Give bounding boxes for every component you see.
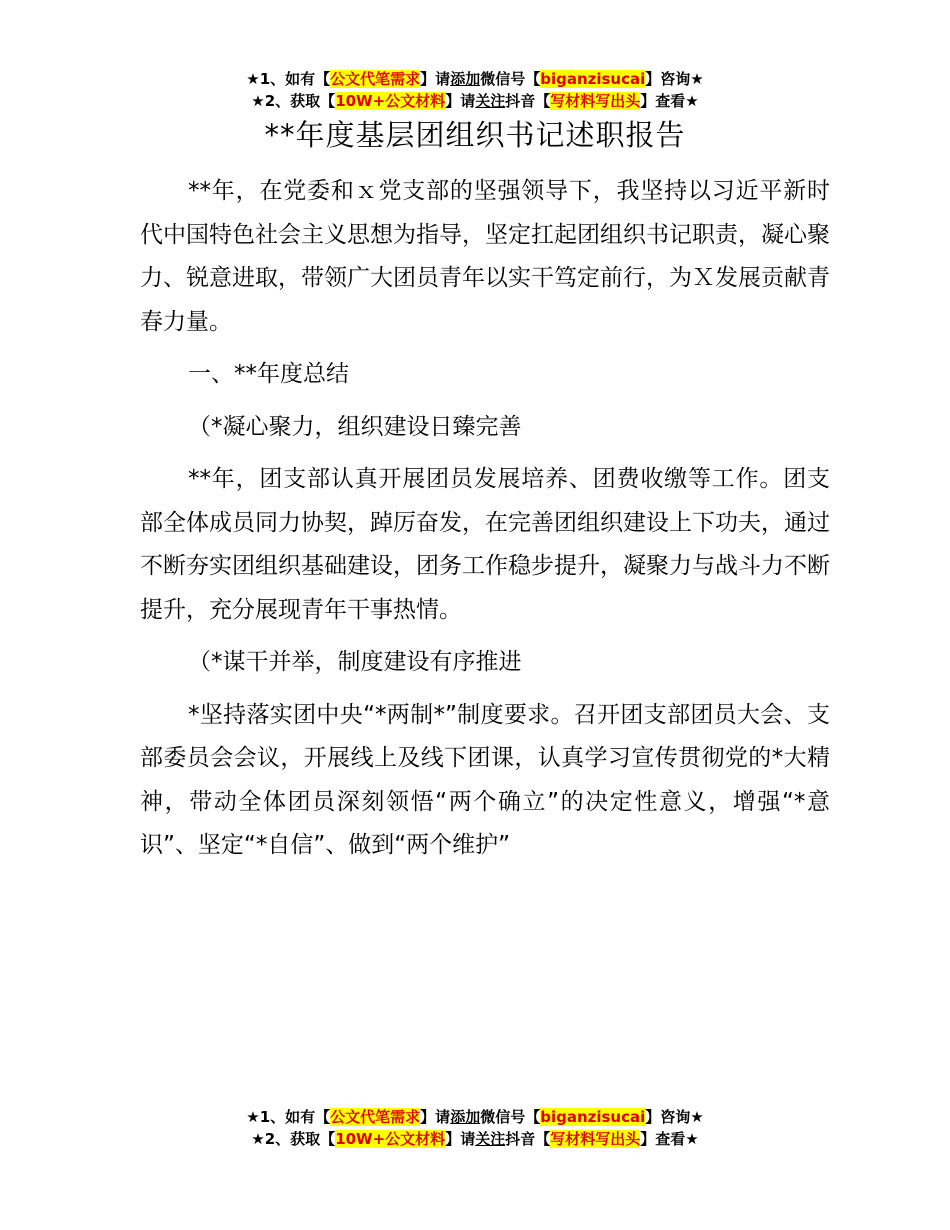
- paragraph-intro: **年，在党委和ｘ党支部的坚强领导下，我坚持以习近平新时代中国特色社会主义思想为指导，坚定扛起团组织书记职责，凝心聚力、锐意进取，带领广大团员青年以实干笃定前行，为Ｘ发展贡献青春力量。: [140, 178, 830, 335]
- promo-line-1-prefix: ★1、如有【: [246, 1108, 331, 1126]
- paragraph-system: *坚持落实团中央“*两制*”制度要求。召开团支部团员大会、支部委员会会议，开展线上及线下团课，认真学习宣传贯彻党的*大精神，带动全体团员深刻领悟“两个确立”的决定性意义，增强“*意识”、坚定“*自信”、做到“两个维护”: [140, 701, 830, 858]
- promo-line-1-text-a: 】请: [420, 1108, 451, 1126]
- promo-line-2-highlight-materials: 10W+公文材料: [335, 1130, 446, 1148]
- subheading-system: （*谋干并举，制度建设有序推进: [188, 649, 522, 675]
- document-title: **年度基层团组织书记述职报告: [264, 118, 686, 152]
- promo-line-1-underlined-action: 添加: [450, 70, 481, 88]
- section-heading-summary: 一、**年度总结: [188, 361, 349, 387]
- promo-line-2-suffix: 】查看★: [640, 1130, 699, 1148]
- promo-line-1: [0, 68, 950, 90]
- promo-line-1-bottom: [0, 1106, 950, 1128]
- bottom-promo-banner: [0, 1106, 950, 1150]
- promo-line-1-highlight-wechat-id: biganzisucai: [540, 70, 646, 88]
- promo-line-2-text-b: 抖音【: [505, 92, 551, 110]
- promo-line-1-underlined-action: 添加: [450, 1108, 481, 1126]
- promo-line-2-text-b: 抖音【: [505, 1130, 551, 1148]
- promo-line-2-bottom: [0, 1128, 950, 1150]
- promo-line-1-suffix: 】咨询★: [645, 1108, 704, 1126]
- promo-line-1-suffix: 】咨询★: [645, 70, 704, 88]
- promo-line-1-highlight-wechat-id: biganzisucai: [540, 1108, 646, 1126]
- paragraph-organization: **年，团支部认真开展团员发展培养、团费收缴等工作。团支部全体成员同力协契，踔厉奋发，在完善团组织建设上下功夫，通过不断夯实团组织基础建设，团务工作稳步提升，凝聚力与战斗力不断提升，充分展现青年干事热情。: [140, 466, 830, 623]
- promo-line-2: [0, 90, 950, 112]
- subheading-organization: （*凝心聚力，组织建设日臻完善: [188, 413, 522, 440]
- promo-line-2-highlight-account: 写材料写出头: [550, 92, 641, 110]
- promo-line-1-highlight-service: 公文代笔需求: [330, 1108, 421, 1126]
- promo-line-2-underlined-action: 关注: [475, 1130, 506, 1148]
- promo-line-1-text-a: 】请: [420, 70, 451, 88]
- promo-line-2-highlight-materials: 10W+公文材料: [335, 92, 446, 110]
- top-promo-banner: [0, 68, 950, 112]
- promo-line-2-suffix: 】查看★: [640, 92, 699, 110]
- promo-line-1-text-b: 微信号【: [480, 1108, 541, 1126]
- document-body: [140, 170, 830, 877]
- promo-line-1-highlight-service: 公文代笔需求: [330, 70, 421, 88]
- promo-line-2-text-a: 】请: [445, 92, 476, 110]
- promo-line-2-underlined-action: 关注: [475, 92, 506, 110]
- promo-line-2-prefix: ★2、获取【: [251, 92, 336, 110]
- promo-line-2-text-a: 】请: [445, 1130, 476, 1148]
- promo-line-1-text-b: 微信号【: [480, 70, 541, 88]
- promo-line-2-highlight-account: 写材料写出头: [550, 1130, 641, 1148]
- promo-line-2-prefix: ★2、获取【: [251, 1130, 336, 1148]
- promo-line-1-prefix: ★1、如有【: [246, 70, 331, 88]
